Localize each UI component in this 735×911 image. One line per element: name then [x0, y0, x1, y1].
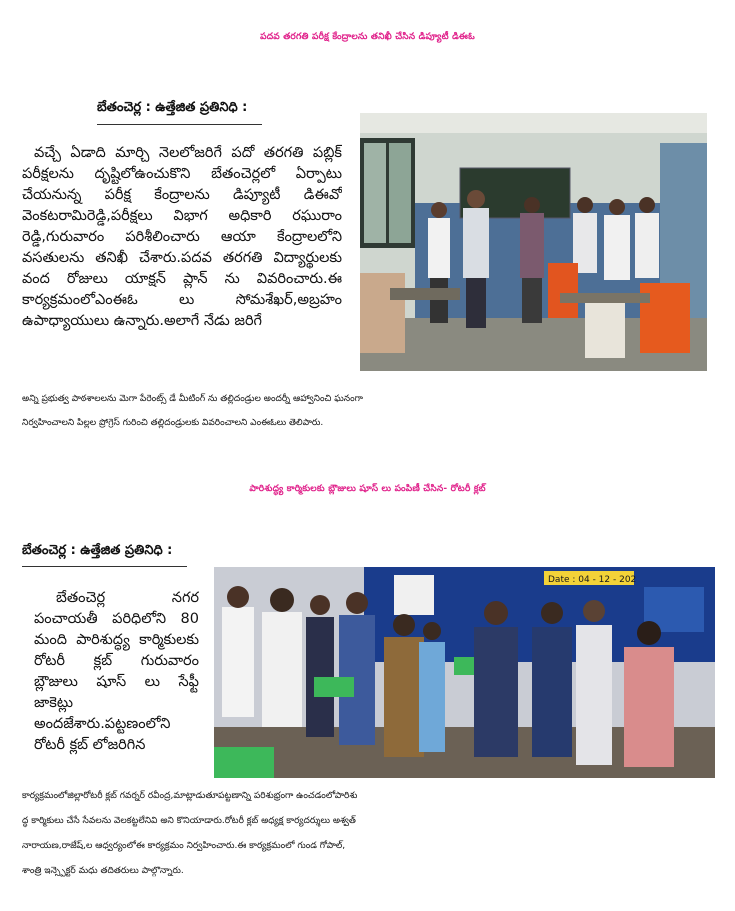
classroom-inspection-photo [360, 113, 707, 371]
article2-byline-rule [22, 566, 187, 567]
article2-byline: బేతంచెర్ల : ఉత్తేజిత ప్రతినిధి : [22, 543, 173, 558]
article1-body-line-2: నిర్వహించాలని పిల్లల ప్రోగ్రెస్ గురించి తల్లిదండ్రులకు వివరించాలని ఎంఈఓలు తెలిపారు. [22, 418, 324, 428]
article2-body-line-4: శాంత్రి ఇన్స్పెక్టర్ మధు తదితరులు పాల్గొన్నారు. [22, 866, 184, 876]
article2-photo [214, 567, 715, 778]
article1-body-line-1: అన్ని ప్రభుత్వ పాఠశాలలను మెగా పేరెంట్స్ డే మీటింగ్ ను తల్లిదండ్రుల అందర్నీ ఆహ్వానించి ఘనంగా [22, 394, 363, 404]
article2-headline: పారిశుద్ధ్య కార్మికులకు బ్లౌజులు షూస్ లు పంపిణీ చేసిన- రోటరీ క్లబ్ [249, 484, 486, 494]
article2-body-column: బేతంచెర్ల నగర పంచాయతీ పరిధిలోని 80 మంది పారిశుద్ధ్య కార్మికులకు రోటరీ క్లబ్ గురువారం బ్లౌజులు షూస్ లు సేఫ్టీ జాకెట్లు అందజేశారు.పట్టణంలోని రోటరీ క్లబ్ లోజరిగిన [34, 590, 199, 753]
article1-body-column: వచ్చే ఏడాది మార్చి నెలలోజరిగే పదో తరగతి పబ్లిక్ పరీక్షలను దృష్టిలోఉంచుకొని బేతంచెర్లలో ఏర్పాటు చేయనున్న పరీక్ష కేంద్రాలను డిప్యూటీ డిఈవో వెంకటరామిరెడ్డి,పరీక్షలు విభాగ అధికారి రఘురాం రెడ్డి,గురువారం పరిశీలించారు ఆయా కేంద్రాలలోని వసతులను తనిఖీ చేశారు.పదవ తరగతి విద్యార్థులకు వంద రోజులు యాక్షన్ ప్లాన్ ను వివరించారు.ఈ కార్యక్రమంలోఎంఈఓ లు సోమశేఖర్,అబ్రహం ఉపాధ్యాయులు ఉన్నారు.అలాగే నేడు జరిగే [22, 145, 342, 329]
article2-body-line-1: కార్యక్రమంలోజిల్లారోటరీ క్లబ్ గవర్నర్ రవీంద్ర,మాట్లాడుతూపట్టణాన్ని పరిశుభ్రంగా ఉంచడంలోపారిశు [22, 791, 358, 801]
banner-date-text: Date : 04 - 12 - 202 [548, 575, 637, 585]
article1-photo [360, 113, 707, 371]
article2-body-line-3: నారాయణ,రాజేష్,ల ఆధ్వర్యంలోఈ కార్యక్రమం నిర్వహించారు.ఈ కార్యక్రమంలో గుండ గోపాల్, [22, 841, 346, 851]
article2-body-line-2: ద్ధ కార్మికులు చేసే సేవలను వెలకట్టలేనివి అని కొనియాడారు.రోటరీ క్లబ్ అధ్యక్ష కార్యదర్శులు అశ్వత్ [22, 816, 356, 826]
article1-headline: పదవ తరగతి పరీక్ష కేంద్రాలను తనిఖీ చేసిన డిప్యూటీ డిఈఓ [260, 32, 475, 42]
rotary-distribution-photo [214, 567, 715, 778]
article1-byline: బేతంచెర్ల : ఉత్తేజిత ప్రతినిధి : [97, 100, 248, 115]
article1-byline-rule [97, 124, 262, 125]
